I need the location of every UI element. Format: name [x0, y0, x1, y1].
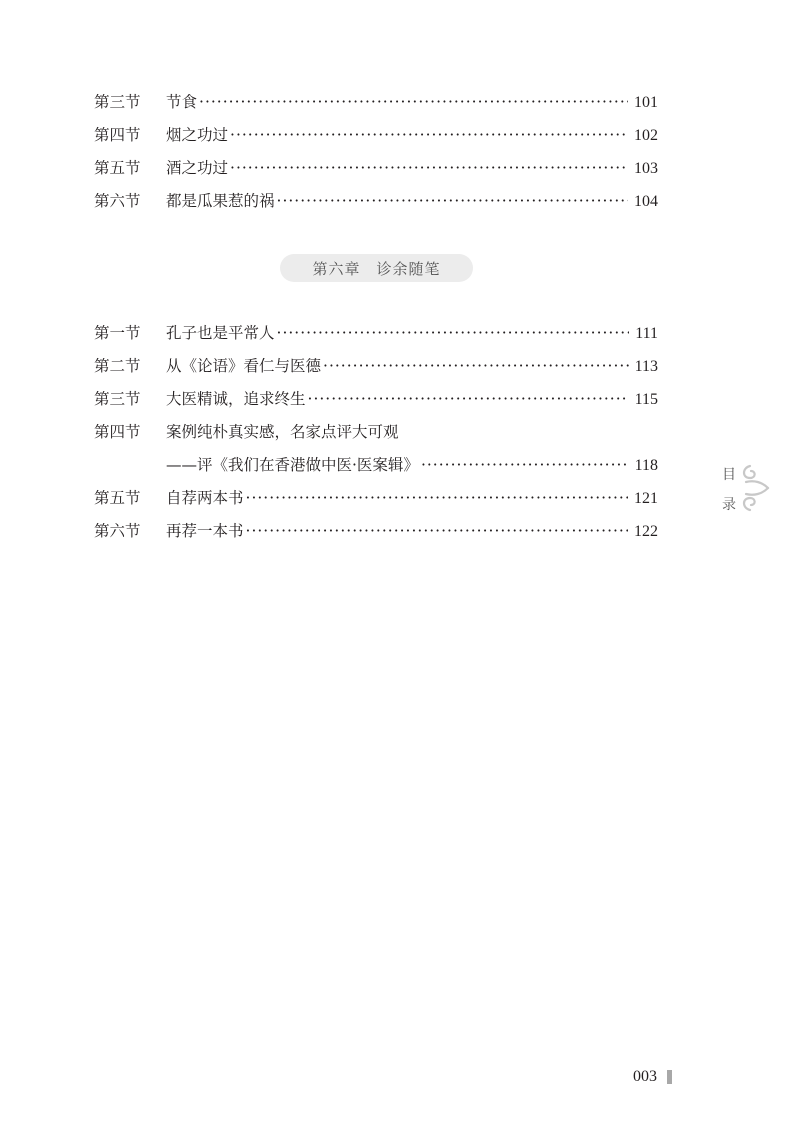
chapter-number: 第六章	[312, 259, 361, 278]
toc-entry-subtitle-line[interactable]	[94, 454, 658, 476]
leader-dots	[199, 91, 628, 113]
section-title: 自荐两本书	[166, 489, 244, 507]
page-number: 103	[634, 160, 658, 177]
leader-dots	[421, 454, 629, 476]
section-title: 酒之功过	[166, 159, 229, 177]
toc-entry[interactable]	[94, 91, 658, 113]
page-number: 111	[635, 325, 658, 342]
section-title: 都是瓜果惹的祸	[166, 192, 275, 210]
page-number: 122	[634, 523, 658, 540]
toc-entry[interactable]	[94, 157, 658, 179]
page-number: 104	[634, 193, 658, 210]
toc-entry[interactable]	[94, 487, 658, 509]
section-number: 第二节	[94, 357, 141, 375]
toc-entry[interactable]	[94, 190, 658, 212]
side-tab-char-2: 录	[722, 497, 736, 513]
chapter-title: 诊余随笔	[376, 259, 441, 278]
section-number: 第四节	[94, 126, 141, 144]
leader-dots	[323, 355, 629, 377]
leader-dots	[277, 322, 630, 344]
section-title: 烟之功过	[166, 126, 229, 144]
leader-dots	[230, 157, 628, 179]
page-number: 113	[634, 358, 658, 375]
leader-dots	[246, 520, 628, 542]
page-number: 101	[634, 94, 658, 111]
section-number: 第三节	[94, 390, 141, 408]
page-number: 118	[634, 457, 658, 474]
page-folio: 003	[633, 1068, 657, 1085]
leader-dots	[308, 388, 629, 410]
folio-bar-decoration	[667, 1070, 672, 1084]
section-number: 第六节	[94, 192, 141, 210]
toc-entry-title-line[interactable]	[94, 421, 658, 443]
leader-dots	[246, 487, 628, 509]
section-title: 孔子也是平常人	[166, 324, 275, 342]
cloud-ornament-icon	[738, 462, 772, 514]
chapter-heading[interactable]	[280, 254, 473, 282]
section-title: 节食	[166, 93, 198, 111]
section-title: 从《论语》看仁与医德	[166, 357, 322, 375]
section-title: 案例纯朴真实感，名家点评大可观	[166, 423, 399, 441]
section-number: 第五节	[94, 159, 141, 177]
page-number: 115	[634, 391, 658, 408]
section-number: 第四节	[94, 423, 141, 441]
section-title: 大医精诚，追求终生	[166, 390, 306, 408]
section-number: 第五节	[94, 489, 141, 507]
section-number: 第六节	[94, 522, 141, 540]
section-number: 第三节	[94, 93, 141, 111]
toc-entry[interactable]	[94, 124, 658, 146]
toc-entry[interactable]	[94, 355, 658, 377]
section-number: 第一节	[94, 324, 141, 342]
toc-entry[interactable]	[94, 520, 658, 542]
side-tab-char-1: 目	[722, 467, 736, 483]
page-number: 121	[634, 490, 658, 507]
toc-entry[interactable]	[94, 388, 658, 410]
section-title: 再荐一本书	[166, 522, 244, 540]
section-subtitle: ——评《我们在香港做中医·医案辑》	[166, 456, 419, 474]
leader-dots	[230, 124, 628, 146]
page-number: 102	[634, 127, 658, 144]
toc-entry[interactable]	[94, 322, 658, 344]
leader-dots	[277, 190, 628, 212]
